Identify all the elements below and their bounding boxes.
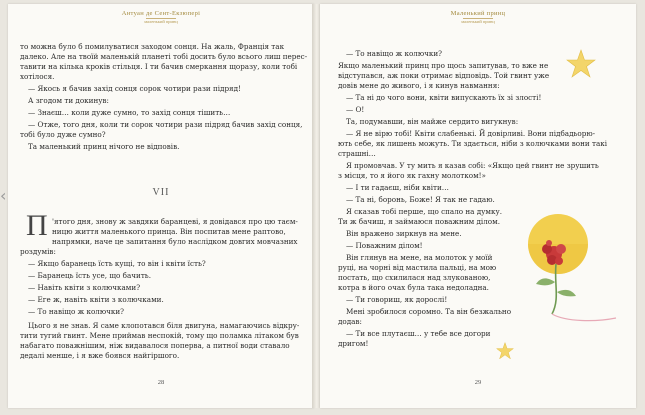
text-line: з місця, то я його як гахну молотком!»: [338, 171, 486, 180]
text-line: Та маленький принц нічого не відповів.: [28, 142, 180, 151]
text-line: А згодом ти докинув:: [28, 96, 109, 105]
text-line: — Отже, того дня, коли ти сорок чотири рази підряд бачив захід сонця,: [28, 120, 303, 129]
text-line: — Баранець їсть усе, що бачить.: [28, 271, 151, 280]
text-line: то можна було б помилуватися заходом сонця. На жаль, Франція так: [20, 42, 285, 51]
text-line: тити тугий гвинт. Мене приймав неспокій, тому що поламка літаком був: [20, 331, 299, 340]
text-line: Якщо маленький принц про щось запитував, то вже не: [338, 61, 549, 70]
text-line: страшні…: [338, 149, 376, 158]
text-line: роздумів:: [20, 247, 56, 256]
text-line: — Еге ж, навіть квіти з колючками.: [28, 295, 164, 304]
text-line: Цього я не знав. Я саме клопотався біля двигуна, намагаючись відкру-: [28, 321, 300, 330]
text-line: — Та ні, боронь, Боже! Я так не гадаю.: [346, 195, 495, 204]
text-line: набагато поважнішим, ніж видавалося поперва, а питної води ставало: [20, 341, 290, 350]
text-line: — Я не вірю тобі! Квіти слабенькі. Й довірливі. Вони підбадьорю-: [346, 129, 596, 138]
text-line: Я сказав тобі перше, що спало на думку.: [346, 207, 502, 216]
text-line: дригом!: [338, 339, 369, 348]
text-line: Ти ж бачиш, я займаюся поважним ділом.: [338, 217, 500, 226]
text-line: котра в його очах була така недоладна.: [338, 283, 489, 292]
right-running-sub: маленький принц: [461, 19, 495, 24]
text-line: Він глянув на мене, на молоток у моїй: [346, 253, 493, 262]
text-line: Мені зробилося соромно. Та він безжально: [346, 307, 512, 316]
text-line: дедалі менше, і я вже боявся найгіршого.: [20, 351, 180, 360]
text-line: постать, що схилилася над злукованою,: [338, 273, 491, 282]
text-line: напрямки, наче це запитання було наслідком довгих мовчазних: [52, 237, 298, 246]
text-line: додав:: [338, 317, 362, 326]
text-line: — Поважним ділом!: [346, 241, 423, 250]
text-line: — Навіть квіти з колючками?: [28, 283, 141, 292]
small-star-illustration: [496, 342, 514, 360]
chapter-number: VII: [152, 187, 170, 198]
text-line: хотілося.: [20, 72, 55, 81]
text-line: — О!: [346, 105, 365, 114]
left-running-head: Антуан де Сент-Екзюпері: [121, 10, 201, 17]
text-line: Він вражено зиркнув на мене.: [346, 229, 462, 238]
left-page: [8, 4, 314, 408]
text-line: — І ти гадаєш, ніби квіти…: [346, 183, 449, 192]
rose-planet-illustration: [516, 204, 626, 344]
text-line: довів мене до живого, і я кинув навмання:: [338, 81, 500, 90]
text-line: тавити на кілька кроків стільця. І ти бачив смеркання щоразу, коли тобі: [20, 62, 298, 71]
text-line: — Ти все плутаєш… у тебе все догори: [346, 329, 491, 338]
star-illustration: [566, 49, 596, 79]
text-line: тобі було дуже сумно?: [20, 130, 106, 139]
text-line: ють себе, як лишень можуть. Ти здається, ніби з колючками вони такі: [338, 139, 608, 148]
right-page: [320, 4, 636, 408]
right-running-head: Маленький принц: [450, 10, 506, 17]
left-running-sub: маленький принц: [144, 19, 178, 24]
text-line: — То навіщо ж колючки?: [28, 307, 125, 316]
text-line: 'ятого дня, знову ж завдяки баранцеві, я довідався про цю таєм-: [52, 217, 298, 226]
text-line: — Та ні до чого вони, квіти випускають їх зі злості!: [346, 93, 542, 102]
page-number: 29: [474, 379, 482, 386]
text-line: — Знаєш… коли дуже сумно, то захід сонця тішить…: [28, 108, 231, 117]
text-line: Я промовчав. У ту мить я казав собі: «Якщо цей гвинт не зрушить: [346, 161, 599, 170]
drop-cap: П: [26, 209, 48, 242]
text-line: — То навіщо ж колючки?: [346, 49, 443, 58]
text-line: відступався, аж поки отримає відповідь. Той гвинт уже: [338, 71, 550, 80]
text-line: ницю життя маленького принца. Він поспитав мене раптово,: [52, 227, 286, 236]
text-line: Та, подумавши, він майже сердито вигукнув:: [346, 117, 519, 126]
text-line: — Якось я бачив захід сонця сорок чотири рази підряд!: [28, 84, 241, 93]
text-line: — Якщо баранець їсть кущі, то він і квіти їсть?: [28, 259, 206, 268]
text-line: — Ти говориш, як дорослі!: [346, 295, 448, 304]
text-line: далеко. Але на твоїй маленькій планеті тобі досить було всього лиш перес-: [20, 52, 308, 61]
page-number: 28: [157, 379, 165, 386]
text-line: руці, на чорні від мастила пальці, на мою: [338, 263, 497, 272]
prev-page-arrow-icon[interactable]: ‹: [0, 186, 7, 205]
